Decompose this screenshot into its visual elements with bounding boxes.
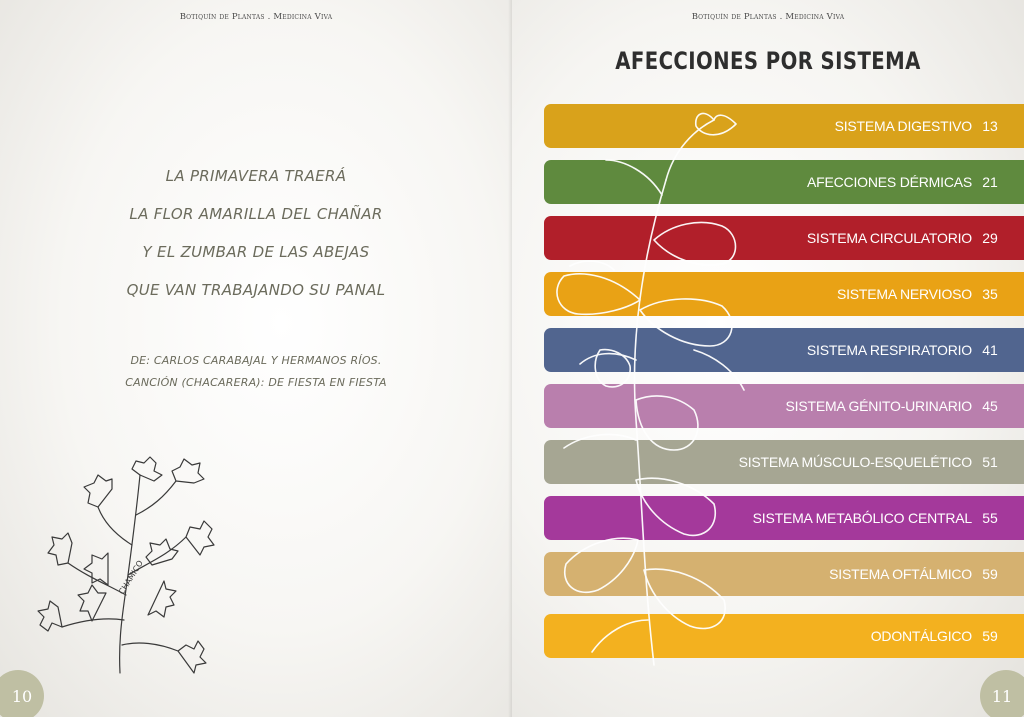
system-band-digestivo[interactable] [544,104,1024,148]
page-title: AFECCIONES POR SISTEMA [615,47,921,75]
system-page: 41 [982,342,998,358]
system-page: 21 [982,174,998,190]
system-band-musculo-esqueletico[interactable] [544,440,1024,484]
right-page [512,0,1024,717]
system-page: 59 [982,628,998,644]
system-page: 59 [982,566,998,582]
system-band-genito-urinario[interactable] [544,384,1024,428]
system-page: 51 [982,454,998,470]
song-credit [0,350,512,394]
poem-line: LA FLOR AMARILLA DEL CHAÑAR [129,205,383,223]
system-label: SISTEMA GÉNITO-URINARIO [785,398,972,414]
system-band-metabolico-central[interactable] [544,496,1024,540]
running-head-left: Botiquín de Plantas . Medicina Viva [179,12,333,22]
system-label: SISTEMA RESPIRATORIO [806,342,972,358]
system-label: SISTEMA MÚSCULO-ESQUELÉTICO [738,454,972,470]
chamico-plant-illustration [28,445,218,675]
system-band-odontalgico[interactable] [544,614,1024,658]
poem-line: QUE VAN TRABAJANDO SU PANAL [126,281,386,299]
system-label: SISTEMA NERVIOSO [836,286,972,302]
credit-line: CANCIÓN (CHACARERA): DE FIESTA EN FIESTA [125,376,387,389]
system-page: 13 [982,118,998,134]
system-label: AFECCIONES DÉRMICAS [807,174,972,190]
running-head-right: Botiquín de Plantas . Medicina Viva [691,12,845,22]
system-label: SISTEMA CIRCULATORIO [806,230,972,246]
system-label: SISTEMA OFTÁLMICO [829,566,972,582]
system-page: 29 [982,230,998,246]
plant-label: CHAMICO [117,558,145,597]
system-band-oftalmico[interactable] [544,552,1024,596]
page-number-left: 10 [0,670,44,717]
system-label: ODONTÁLGICO [870,628,972,644]
page-number-right: 11 [980,670,1024,717]
system-page: 55 [982,510,998,526]
poem-line: LA PRIMAVERA TRAERÁ [165,167,347,185]
poem [0,163,512,315]
system-band-circulatorio[interactable] [544,216,1024,260]
system-band-dermicas[interactable] [544,160,1024,204]
credit-line: DE: CARLOS CARABAJAL Y HERMANOS RÍOS. [130,354,382,367]
system-band-nervioso[interactable] [544,272,1024,316]
system-label: SISTEMA DIGESTIVO [834,118,972,134]
system-page: 35 [982,286,998,302]
system-band-respiratorio[interactable] [544,328,1024,372]
poem-line: Y EL ZUMBAR DE LAS ABEJAS [142,243,370,261]
system-label: SISTEMA METABÓLICO CENTRAL [752,510,972,526]
systems-index [512,0,1024,717]
system-page: 45 [982,398,998,414]
